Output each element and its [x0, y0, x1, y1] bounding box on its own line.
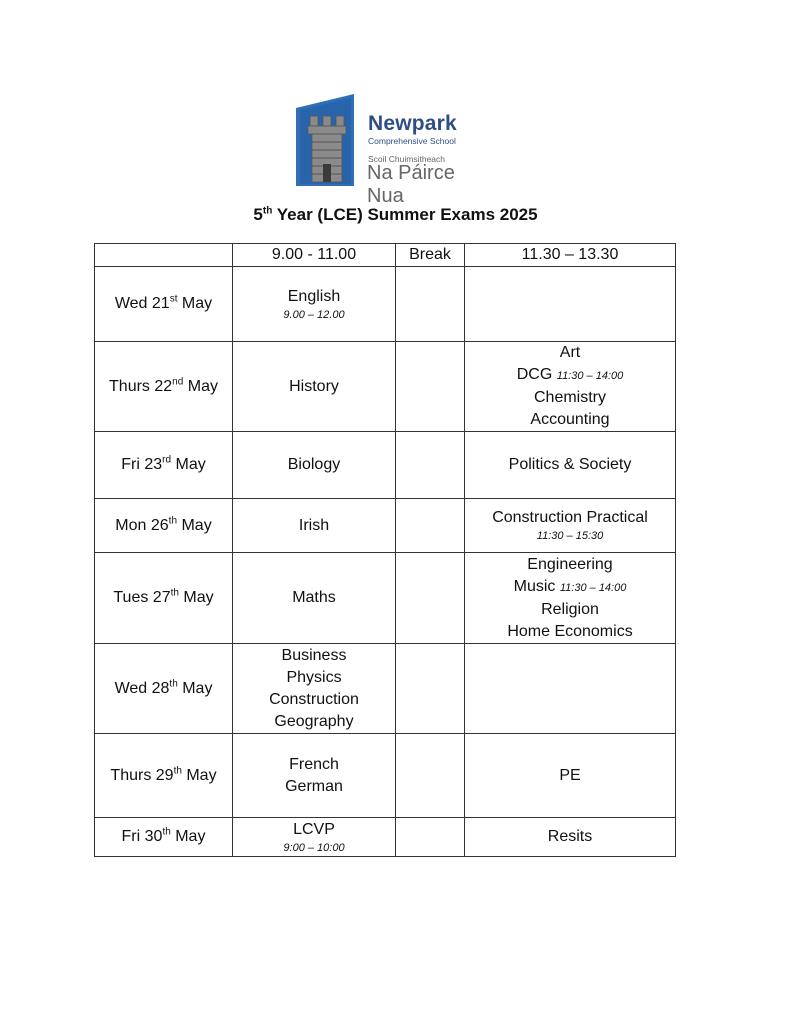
exam-timetable	[94, 243, 676, 857]
morning-cell: History	[233, 342, 396, 432]
break-cell	[396, 553, 465, 644]
day-cell: Tues 27th May	[95, 553, 233, 644]
afternoon-cell: Art DCG 11:30 – 14:00 Chemistry Accounting	[465, 342, 676, 432]
header-blank	[95, 244, 233, 267]
table-row	[95, 499, 676, 553]
break-cell	[396, 342, 465, 432]
header-afternoon: 11.30 – 13.30	[465, 244, 676, 267]
morning-cell: Maths	[233, 553, 396, 644]
logo-name: Newpark	[368, 112, 457, 135]
morning-cell: Irish	[233, 499, 396, 553]
break-cell	[396, 818, 465, 857]
morning-cell: English 9.00 – 12.00	[233, 267, 396, 342]
morning-cell: Biology	[233, 432, 396, 499]
header-break: Break	[396, 244, 465, 267]
table-row	[95, 734, 676, 818]
afternoon-cell: Resits	[465, 818, 676, 857]
day-cell: Mon 26th May	[95, 499, 233, 553]
day-cell: Thurs 29th May	[95, 734, 233, 818]
morning-cell: French German	[233, 734, 396, 818]
table-row	[95, 818, 676, 857]
table-row	[95, 432, 676, 499]
school-logo	[296, 94, 496, 207]
logo-irish-subtitle: Scoil Chuimsitheach	[368, 154, 446, 164]
morning-cell: LCVP 9:00 – 10:00	[233, 818, 396, 857]
break-cell	[396, 499, 465, 553]
table-row	[95, 342, 676, 432]
afternoon-cell: Construction Practical 11:30 – 15:30	[465, 499, 676, 553]
castle-logo-icon	[296, 94, 358, 186]
afternoon-cell: Engineering Music 11:30 – 14:00 Religion Home Economics	[465, 553, 676, 644]
afternoon-cell: PE	[465, 734, 676, 818]
table-row	[95, 644, 676, 734]
break-cell	[396, 734, 465, 818]
logo-irish-name: Na Páirce Nua	[367, 162, 455, 207]
logo-subtitle: Comprehensive School	[368, 136, 456, 146]
day-cell: Thurs 22nd May	[95, 342, 233, 432]
day-cell: Fri 30th May	[95, 818, 233, 857]
afternoon-cell	[465, 644, 676, 734]
page-title: 5th Year (LCE) Summer Exams 2025	[253, 205, 538, 224]
afternoon-cell: Politics & Society	[465, 432, 676, 499]
break-cell	[396, 644, 465, 734]
day-cell: Fri 23rd May	[95, 432, 233, 499]
afternoon-cell	[465, 267, 676, 342]
day-cell: Wed 21st May	[95, 267, 233, 342]
header-row	[95, 244, 676, 267]
break-cell	[396, 267, 465, 342]
table-row	[95, 553, 676, 644]
break-cell	[396, 432, 465, 499]
day-cell: Wed 28th May	[95, 644, 233, 734]
header-morning: 9.00 - 11.00	[233, 244, 396, 267]
morning-cell: Business Physics Construction Geography	[233, 644, 396, 734]
table-row	[95, 267, 676, 342]
